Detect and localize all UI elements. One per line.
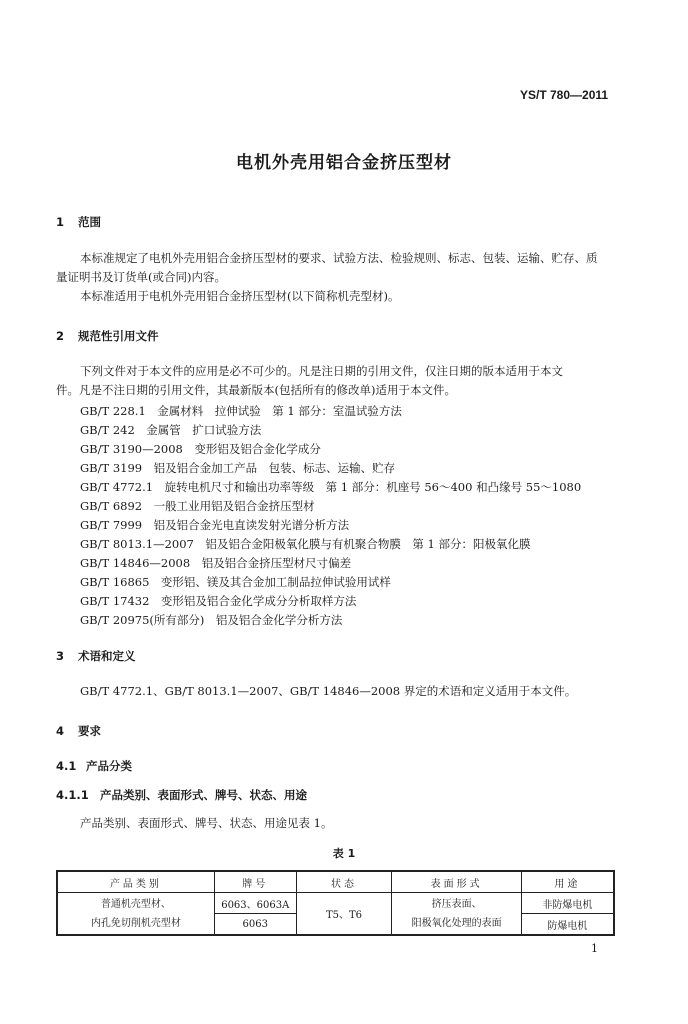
header-surface: 表面形式: [392, 871, 522, 893]
reference-item: GB/T 20975(所有部分) 铝及铝合金化学分析方法: [80, 613, 343, 627]
reference-item: GB/T 17432 变形铝及铝合金化学成分分析取样方法: [80, 594, 357, 608]
section-2-intro-line1: 下列文件对于本文件的应用是必不可少的。凡是注日期的引用文件，仅注日期的版本适用于本文: [80, 364, 563, 378]
reference-item: GB/T 16865 变形铝、镁及其合金加工制品拉伸试验用试样: [80, 575, 391, 589]
section-1-para1-line1: 本标准规定了电机外壳用铝合金挤压型材的要求、试验方法、检验规则、标志、包装、运输、贮存、质: [80, 251, 598, 265]
cell-surface: [392, 893, 522, 936]
cell-category: [57, 893, 214, 936]
reference-item: GB/T 242 金属管 扩口试验方法: [80, 423, 262, 437]
section-title: 规范性引用文件: [78, 329, 159, 343]
reference-item: GB/T 6892 一般工业用铝及铝合金挤压型材: [80, 499, 315, 513]
header-use: 用途: [521, 871, 614, 893]
section-3-heading: [56, 648, 136, 664]
section-number: 4: [56, 724, 65, 738]
reference-item: GB/T 7999 铝及铝合金光电直读发射光谱分析方法: [80, 518, 350, 532]
page-number: 1: [591, 942, 598, 955]
section-1-para2: 本标准适用于电机外壳用铝合金挤压型材(以下简称机壳型材)。: [80, 289, 400, 303]
section-number: 3: [56, 649, 65, 663]
section-number: 2: [56, 329, 65, 343]
reference-item: GB/T 3190—2008 变形铝及铝合金化学成分: [80, 442, 321, 456]
cell-temper: T5、T6: [296, 893, 392, 936]
reference-item: GB/T 14846—2008 铝及铝合金挤压型材尺寸偏差: [80, 556, 352, 570]
document-title: 电机外壳用铝合金挤压型材: [236, 153, 452, 173]
subsection-number: 4.1.1: [56, 788, 89, 802]
cell-use-2: 防爆电机: [521, 914, 614, 936]
product-table: [56, 870, 615, 936]
cell-use-1: 非防爆电机: [521, 893, 614, 914]
section-number: 1: [56, 215, 65, 229]
section-title: 术语和定义: [78, 649, 136, 663]
subsection-title: 产品分类: [86, 759, 132, 773]
category-line-1: 普通机壳型材、: [100, 898, 171, 910]
section-1-heading: [56, 214, 101, 230]
subsection-4-1-heading: [56, 758, 132, 774]
cell-grade-1: 6063、6063A: [214, 893, 296, 914]
header-category: 产品类别: [57, 871, 214, 893]
surface-line-2: 阳极氧化处理的表面: [411, 917, 502, 929]
standard-code: YS/T 780—2011: [520, 88, 609, 102]
subsection-4-1-1-heading: [56, 787, 307, 803]
table-row: [57, 893, 614, 914]
surface-line-1: 挤压表面、: [431, 898, 482, 910]
section-title: 要求: [78, 724, 101, 738]
table-caption: 表 1: [332, 847, 356, 860]
section-4-heading: [56, 723, 101, 739]
section-1-para1-line2: 量证明书及订货单(或合同)内容。: [56, 270, 226, 284]
cell-grade-2: 6063: [214, 914, 296, 936]
header-temper: 状态: [296, 871, 392, 893]
reference-item: GB/T 3199 铝及铝合金加工产品 包装、标志、运输、贮存: [80, 461, 396, 475]
section-2-heading: [56, 328, 159, 344]
header-grade: 牌号: [214, 871, 296, 893]
section-title: 范围: [78, 215, 101, 229]
section-4-text: 产品类别、表面形式、牌号、状态、用途见表 1。: [80, 816, 333, 830]
section-3-text: GB/T 4772.1、GB/T 8013.1—2007、GB/T 14846—2008 界定的术语和定义适用于本文件。: [80, 684, 577, 698]
reference-item: GB/T 4772.1 旋转电机尺寸和输出功率等级 第 1 部分：机座号 56～400 和凸缘号 55～1080: [80, 480, 582, 494]
category-line-2: 内孔免切削机壳型材: [90, 917, 181, 929]
table-header-row: [57, 871, 614, 893]
subsection-number: 4.1: [56, 759, 77, 773]
section-2-intro-line2: 件。凡是不注日期的引用文件，其最新版本(包括所有的修改单)适用于本文件。: [56, 383, 456, 397]
subsection-title: 产品类别、表面形式、牌号、状态、用途: [100, 788, 307, 802]
reference-item: GB/T 8013.1—2007 铝及铝合金阳极氧化膜与有机聚合物膜 第 1 部分：阳极氧化膜: [80, 537, 531, 551]
reference-item: GB/T 228.1 金属材料 拉伸试验 第 1 部分：室温试验方法: [80, 404, 402, 418]
